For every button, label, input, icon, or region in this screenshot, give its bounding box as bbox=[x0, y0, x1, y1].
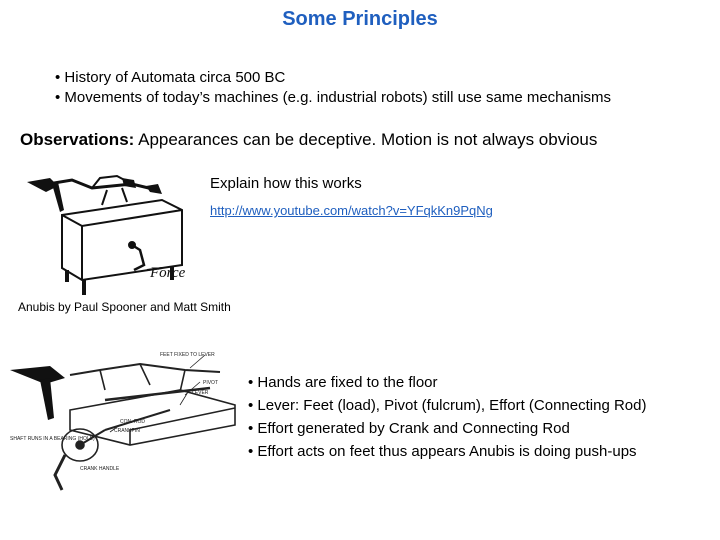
force-label: Force bbox=[150, 265, 186, 281]
explanation-item: • Effort generated by Crank and Connecting Rod bbox=[248, 420, 570, 437]
explanation-item: • Hands are fixed to the floor bbox=[248, 374, 438, 391]
explanation-item: • Lever: Feet (load), Pivot (fulcrum), Effort (Connecting Rod) bbox=[248, 397, 647, 414]
explanation-list bbox=[248, 371, 646, 463]
diagram-label-conrod: CON. ROD bbox=[120, 419, 145, 425]
intro-item: • History of Automata circa 500 BC bbox=[55, 69, 286, 86]
observations-text: Appearances can be deceptive. Motion is not always obvious bbox=[138, 130, 598, 149]
explain-text: Explain how this works bbox=[210, 175, 362, 192]
explanation-item: • Effort acts on feet thus appears Anubis is doing push-ups bbox=[248, 443, 637, 460]
diagram-label-shaft: SHAFT RUNS IN A BEARING (HOLE) bbox=[10, 436, 95, 442]
mechanism-diagram bbox=[10, 350, 240, 495]
page-title: Some Principles bbox=[282, 8, 438, 30]
illustration-credit: Anubis by Paul Spooner and Matt Smith bbox=[18, 300, 231, 314]
anubis-box-illustration bbox=[22, 170, 202, 300]
diagram-label-lever: LEVER bbox=[192, 390, 209, 396]
diagram-label-crankpin: CRANKPIN bbox=[114, 428, 140, 434]
intro-list bbox=[55, 68, 611, 108]
diagram-label-crankhandle: CRANK HANDLE bbox=[80, 466, 120, 472]
diagram-label-feet: FEET FIXED TO LEVER bbox=[160, 352, 215, 358]
diagram-label-pivot: PIVOT bbox=[203, 380, 219, 386]
observations-line bbox=[20, 130, 597, 150]
intro-item: • Movements of today’s machines (e.g. industrial robots) still use same mechanisms bbox=[55, 89, 612, 106]
observations-label: Observations: bbox=[20, 130, 135, 149]
youtube-link[interactable]: http://www.youtube.com/watch?v=YFqkKn9PqNg bbox=[210, 203, 493, 218]
